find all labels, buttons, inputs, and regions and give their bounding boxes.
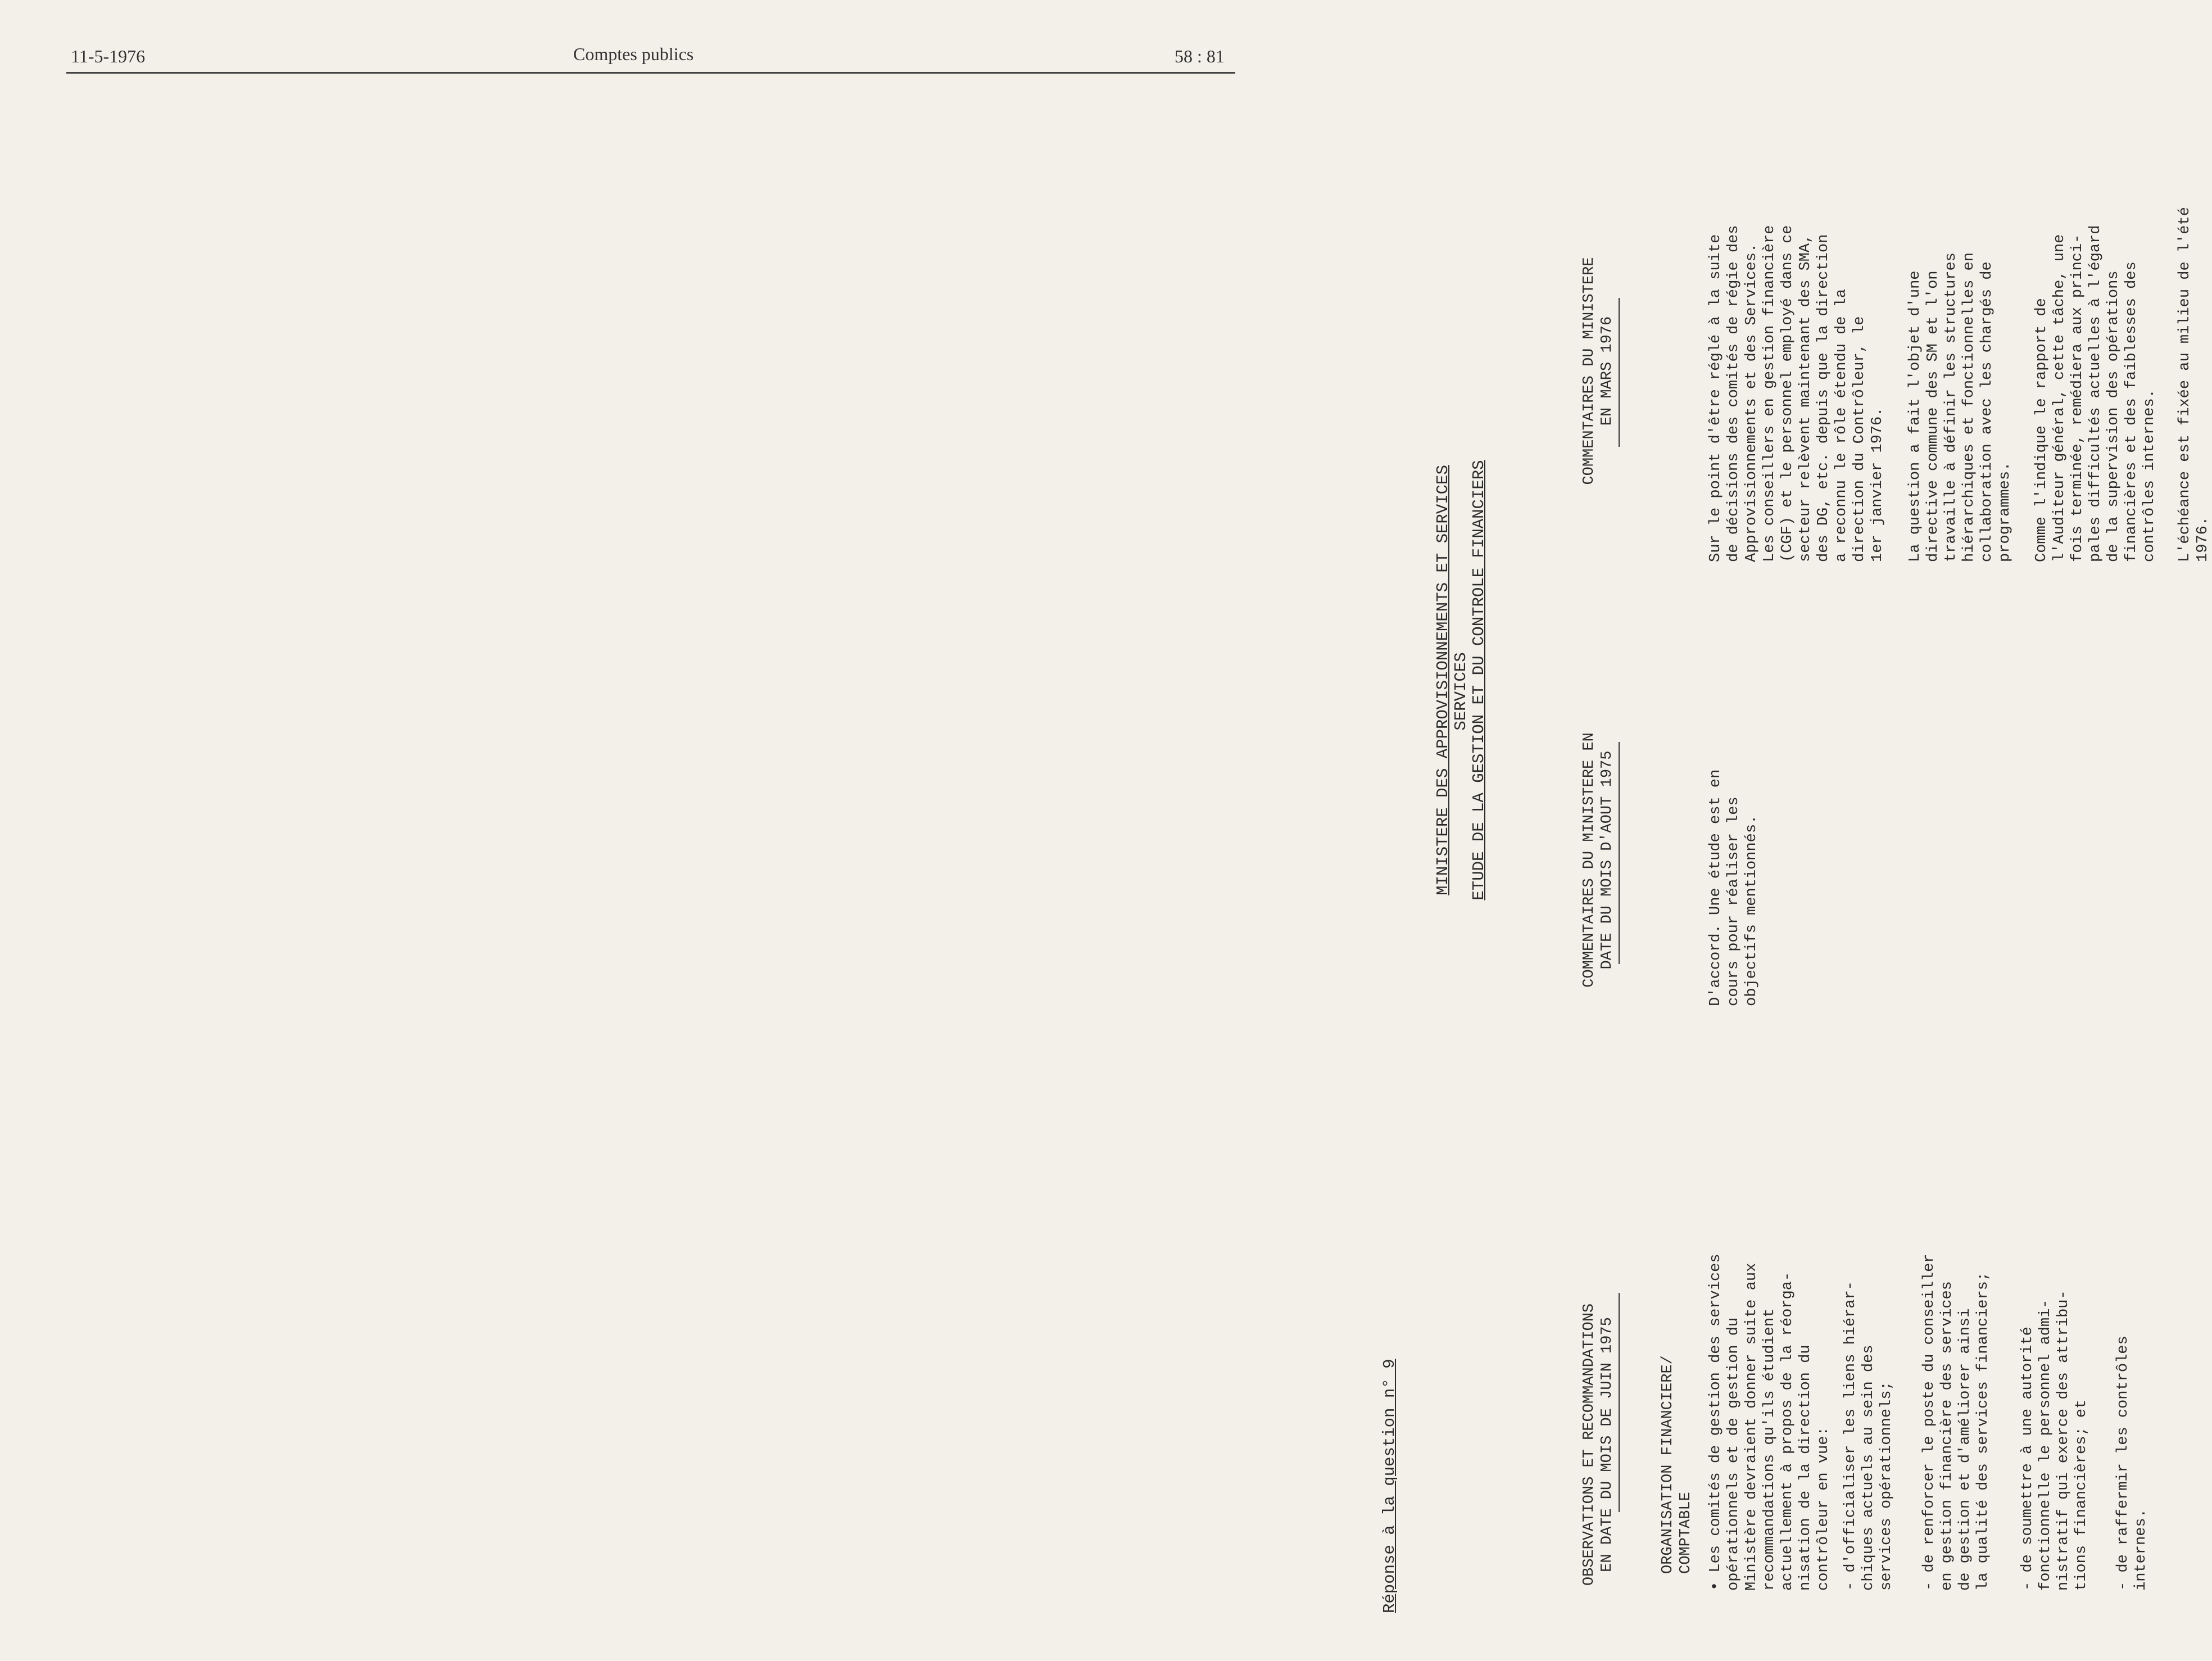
col1-item-2 (1920, 1051, 1992, 1591)
col2-text-body: D'accord. Une étude est en cours pour réaliser les objectifs mentionnés. (1707, 769, 1760, 1006)
question-label: Réponse à la question n° 9 (1380, 1359, 1399, 1613)
col1-item-3 (2019, 1051, 2091, 1591)
ministry-name: MINISTERE DES APPROVISIONNEMENTS ET SERVICES (1434, 465, 1452, 895)
col1-item-4 (2114, 1051, 2150, 1591)
col3-paragraph-3 (2033, 135, 2159, 562)
col1-item-1-text: - d'officialiser les liens hiérar- chiques actuels au sein des services opérationnels; (1842, 1281, 1895, 1591)
col1-heading (1580, 1282, 1616, 1608)
col3-paragraph-4 (2176, 135, 2212, 562)
col2-text (1707, 691, 1761, 1006)
header-page-number: 58 : 81 (1175, 46, 1225, 66)
col1-item-2-text: - de renforcer le poste du conseiller en gestion financière des services de gestion et d'améliorer ainsi la qualité des services financiers; (1921, 1253, 1992, 1591)
col1-heading-underline (1619, 1293, 1620, 1512)
header-date: 11-5-1976 (71, 46, 146, 66)
col3-paragraph-3-text: Comme l'indique le rapport de l'Auditeur général, cette tâche, une fois terminée, remédiera aux princi- pales difficultés actuelles à l'égard de la supervision des opérations financières et des faiblesses des contrôles internes. (2033, 225, 2158, 562)
col2-heading-underline (1619, 742, 1620, 964)
col3-paragraph-2-text: La question a fait l'objet d'une directive commune des SM et l'on travaille à définir les structures hiérarchiques et fonctionnelles en collaboration avec les chargés de programmes. (1907, 252, 2014, 562)
section-title-text: ORGANISATION FINANCIERE/ COMPTABLE (1660, 1355, 1694, 1574)
rotated-document (1164, 135, 2211, 1619)
col3-paragraph-4-text: L'échéance est fixée au milieu de l'été 1976. (2177, 207, 2211, 562)
ministry-title (1434, 315, 1488, 1046)
col1-item-4-text: - de raffermir les contrôles internes. (2115, 1336, 2150, 1591)
section-title (1659, 1237, 1695, 1574)
col3-paragraph-1-text: Sur le point d'être réglé à la suite de décisions des comités de régie des Approvisionnements et des Services. Les conseillers en gestion financière (CGF) et le personnel employé dans ce secteur relèvent maintenant des SMA, des DG, etc. depuis que la direction a reconnu le rôle étendu de la direction du Contrôleur, le 1er janvier 1976. (1707, 225, 1886, 562)
header-rule (66, 72, 1235, 74)
col1-intro (1707, 1051, 1833, 1591)
col3-paragraph-2 (1906, 135, 2014, 562)
col3-heading-text: COMMENTAIRES DU MINISTERE EN MARS 1976 (1581, 257, 1616, 485)
col1-heading-text: OBSERVATIONS ET RECOMMANDATIONS EN DATE DU MOIS DE JUIN 1975 (1581, 1303, 1616, 1586)
col3-paragraph-1 (1707, 135, 1887, 562)
col1-item-1 (1842, 1051, 1896, 1591)
ministry-subtitle: SERVICES (1452, 652, 1470, 731)
col3-heading-underline (1619, 298, 1620, 447)
study-title: ETUDE DE LA GESTION ET DU CONTROLE FINANCIERS (1470, 460, 1488, 900)
col1-item-3-text: - de soumettre à une autorité fonctionnelle le personnel admi- nistratif qui exerce des attribu- tions financières; et (2019, 1290, 2090, 1591)
col1-intro-text: • Les comités de gestion des services opérationnels et de gestion du Ministère devraient donner suite aux recommandations qu'ils étudient actuellement à propos de la réorga- nisation de la direction du contrôleur en vue: (1707, 1253, 1832, 1591)
col2-heading (1580, 697, 1616, 1023)
col2-heading-text: COMMENTAIRES DU MINISTERE EN DATE DU MOIS D'AOUT 1975 (1581, 732, 1616, 988)
header-title: Comptes publics (573, 44, 694, 64)
col3-heading (1580, 225, 1616, 517)
